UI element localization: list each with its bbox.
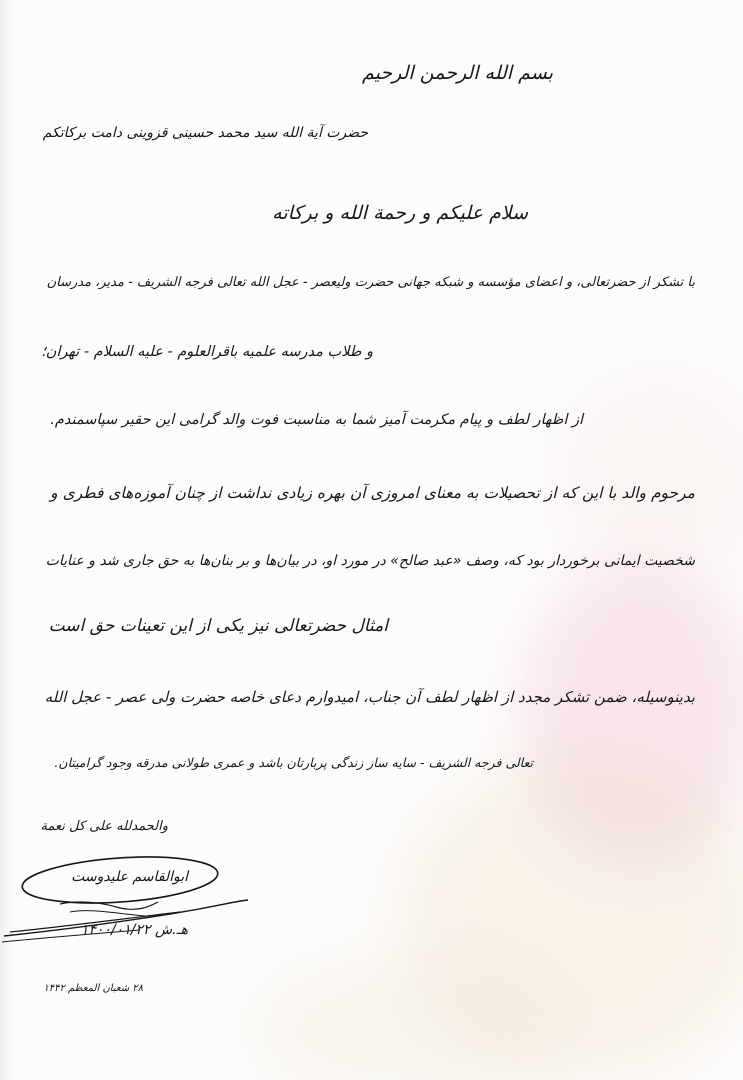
signatory-name: ابوالقاسم علیدوست	[71, 869, 188, 885]
paragraph-line: و طلاب مدرسه علمیه باقرالعلوم - علیه السلام - تهران؛	[41, 344, 373, 360]
date-solar: ۱۴۰۰/۰۱/۲۲ هـ.ش	[80, 922, 188, 938]
paragraph-line: بدینوسیله، ضمن تشکر مجدد از اظهار لطف آن جناب، امیدوارم دعای خاصه حضرت ولی عصر - عجل الله	[44, 688, 695, 706]
paragraph-line: مرحوم والد با این که از تحصیلات به معنای امروزی آن بهره زیادی نداشت از چنان آموزه‌های فطری و	[50, 484, 695, 502]
paragraph-line: با تشکر از حضرتعالی، و اعضای مؤسسه و شبکه جهانی حضرت ولیعصر - عجل الله تعالی فرجه الشریف - مدیر، مدرسان	[46, 275, 695, 290]
salutation: سلام علیکم و رحمة الله و برکاته	[272, 202, 528, 224]
addressee: حضرت آیة الله سید محمد حسینی قزوینی دامت برکاتکم	[42, 125, 368, 141]
paper-stain	[400, 760, 743, 1080]
paper-stain	[260, 960, 560, 1080]
paper-stain	[560, 380, 743, 580]
paper-stain	[520, 560, 743, 860]
paragraph-line: از اظهار لطف و پیام مکرمت آمیز شما به مناسبت فوت والد گرامی این حقیر سپاسمندم.	[50, 412, 583, 428]
basmala: بسم الله الرحمن الرحیم	[362, 62, 553, 84]
date-lunar: ۲۸ شعبان المعظم ۱۴۴۲	[43, 983, 143, 994]
paragraph-line: شخصیت ایمانی برخوردار بود که، وصف «عبد صالح» در مورد او، در بیان‌ها و بر بنان‌ها به حق جاری شد و عنایات	[45, 553, 695, 569]
paragraph-line: امثال حضرتعالی نیز یکی از این تعینات حق است	[48, 616, 388, 636]
closing-line: والحمدلله علی کل نعمة	[40, 819, 168, 834]
paragraph-line: تعالی فرجه الشریف - سایه ساز زندگی پربارتان باشد و عمری طولانی مدرقه وجود گرامیتان.	[54, 755, 533, 770]
